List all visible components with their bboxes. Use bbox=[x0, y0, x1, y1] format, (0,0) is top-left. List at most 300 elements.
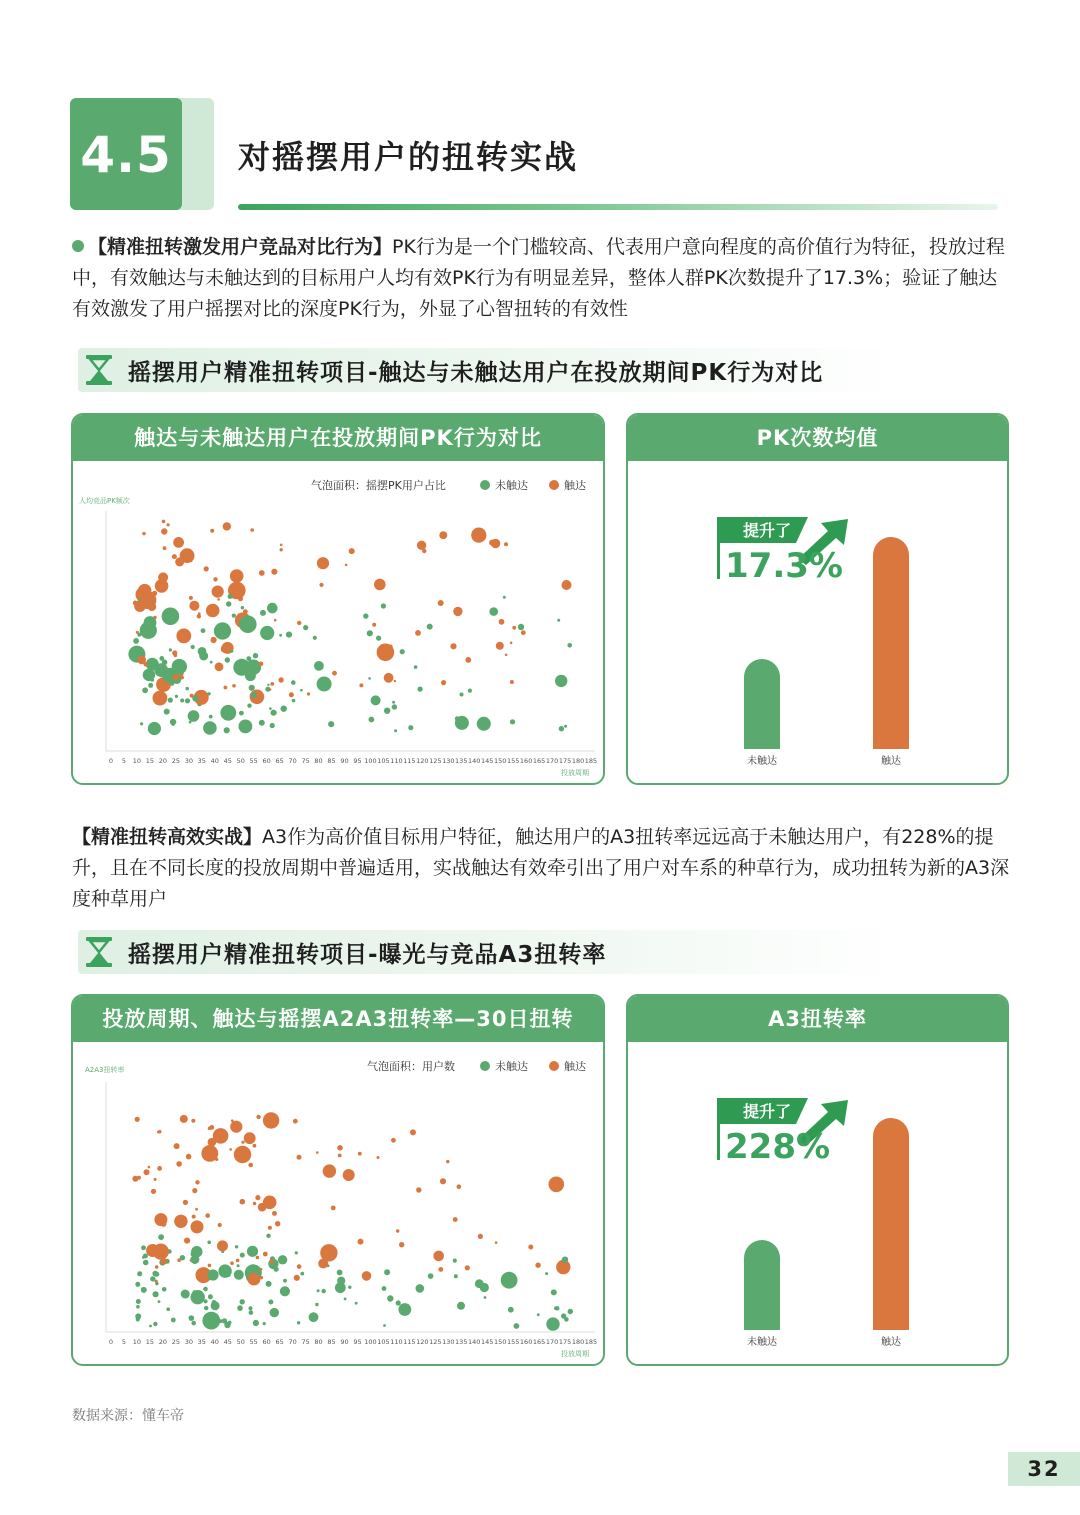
bubble-touched bbox=[148, 1166, 151, 1169]
bubble-untouched bbox=[226, 601, 231, 606]
bubble-untouched bbox=[394, 729, 397, 732]
bubble-touched bbox=[173, 537, 184, 548]
bubble-untouched bbox=[384, 708, 390, 714]
bubble-untouched bbox=[162, 660, 168, 666]
x-tick-label: 170 bbox=[545, 757, 559, 765]
bubble-touched bbox=[297, 1155, 302, 1160]
bubble-touched bbox=[465, 1265, 470, 1270]
bubble-untouched bbox=[387, 1295, 393, 1301]
bubble-touched bbox=[153, 691, 168, 706]
bubble-untouched bbox=[162, 1287, 167, 1292]
bubble-untouched bbox=[546, 1317, 559, 1330]
legend-dot-untouched bbox=[480, 480, 490, 490]
x-tick-label: 135 bbox=[455, 757, 468, 765]
section-underline bbox=[238, 204, 998, 210]
bubble-touched bbox=[377, 1156, 380, 1159]
x-tick-label: 85 bbox=[327, 757, 336, 765]
bubble-touched bbox=[439, 531, 447, 539]
bubble-untouched bbox=[207, 692, 210, 695]
bubble-untouched bbox=[348, 1286, 351, 1289]
x-tick-label: 125 bbox=[429, 1338, 442, 1346]
bubble-untouched bbox=[468, 689, 472, 693]
bubble-untouched bbox=[292, 699, 296, 703]
bubble-touched bbox=[213, 1128, 229, 1144]
bubble-untouched bbox=[168, 698, 173, 703]
bubble-untouched bbox=[537, 1313, 540, 1316]
bubble-untouched bbox=[171, 1318, 176, 1323]
subsection-title: 摇摆用户精准扭转项目-触达与未触达用户在投放期间PK行为对比 bbox=[128, 360, 824, 386]
x-tick-label: 150 bbox=[493, 757, 507, 765]
bubble-untouched bbox=[136, 1299, 141, 1304]
bubble-untouched bbox=[232, 614, 236, 618]
bubble-untouched bbox=[148, 683, 153, 688]
bubbles bbox=[128, 520, 572, 736]
bubble-untouched bbox=[317, 1289, 320, 1292]
data-source: 数据来源：懂车帝 bbox=[72, 1408, 184, 1424]
bubble-touched bbox=[154, 1178, 157, 1181]
bubble-touched bbox=[244, 1132, 256, 1144]
bubble-touched bbox=[205, 1213, 210, 1218]
a3-bar-chart bbox=[628, 1042, 1007, 1364]
bubble-touched bbox=[174, 1215, 187, 1228]
bar-untouched-base bbox=[744, 731, 780, 749]
bubble-touched bbox=[499, 619, 505, 625]
bubble-touched bbox=[280, 548, 283, 551]
bubble-touched bbox=[446, 1160, 449, 1163]
bubble-touched bbox=[191, 1119, 195, 1123]
bubble-touched bbox=[271, 569, 277, 575]
bubble-untouched bbox=[322, 1289, 326, 1293]
pk-scatter-chart bbox=[73, 461, 603, 783]
bubble-untouched bbox=[137, 1271, 142, 1276]
bubble-untouched bbox=[392, 701, 395, 704]
bubble-touched bbox=[137, 656, 146, 665]
bubble-untouched bbox=[460, 693, 464, 697]
bar-touched-base bbox=[873, 1312, 909, 1330]
bubble-touched bbox=[157, 1166, 162, 1171]
bubble-touched bbox=[211, 637, 217, 643]
x-tick-label: 90 bbox=[340, 757, 349, 765]
bubble-touched bbox=[440, 1178, 446, 1184]
bubble-touched bbox=[297, 621, 301, 625]
bubble-touched bbox=[217, 1240, 228, 1251]
bubble-untouched bbox=[233, 659, 250, 676]
bubble-untouched bbox=[501, 1272, 518, 1289]
bubble-untouched bbox=[335, 1282, 346, 1293]
x-tick-label: 80 bbox=[314, 1338, 323, 1346]
bubble-untouched bbox=[239, 711, 244, 716]
bubble-touched bbox=[478, 1234, 483, 1239]
bubble-touched bbox=[362, 1271, 372, 1281]
bubble-touched bbox=[138, 584, 151, 597]
x-tick-label: 35 bbox=[197, 757, 206, 765]
subsection-header-a3 bbox=[78, 930, 898, 974]
bubble-touched bbox=[297, 1264, 302, 1269]
bubble-touched bbox=[142, 532, 145, 535]
rise-bracket bbox=[717, 543, 720, 579]
bar-label-touched: 触达 bbox=[881, 756, 901, 767]
bubble-touched bbox=[224, 686, 228, 690]
bubble-untouched bbox=[453, 1259, 457, 1263]
x-tick-label: 90 bbox=[340, 1338, 349, 1346]
bubble-touched bbox=[465, 657, 471, 663]
bubble-touched bbox=[236, 1259, 240, 1263]
bubble-untouched bbox=[260, 626, 274, 640]
bubble-touched bbox=[269, 1259, 273, 1263]
bubble-untouched bbox=[207, 1269, 218, 1280]
size-legend-text: 气泡面积：摇摆PK用户占比 bbox=[311, 479, 446, 492]
bubble-touched bbox=[197, 691, 201, 695]
bubble-untouched bbox=[455, 716, 459, 720]
bubble-touched bbox=[441, 680, 446, 685]
bubble-untouched bbox=[172, 723, 175, 726]
bubble-touched bbox=[183, 1200, 188, 1205]
bar-label-touched: 触达 bbox=[881, 1337, 901, 1348]
x-axis-label: 投放周期 bbox=[561, 769, 589, 777]
bubble-untouched bbox=[143, 669, 155, 681]
x-tick-label: 30 bbox=[184, 1338, 193, 1346]
hourglass-icon bbox=[84, 936, 114, 968]
x-tick-label: 170 bbox=[545, 1338, 559, 1346]
bubble-touched bbox=[184, 1238, 190, 1244]
x-tick-label: 80 bbox=[314, 757, 323, 765]
paragraph-a3-conversion bbox=[72, 822, 1012, 915]
bubble-untouched bbox=[224, 727, 230, 733]
bubble-untouched bbox=[135, 1282, 140, 1287]
bubble-untouched bbox=[230, 650, 233, 653]
bubble-untouched bbox=[266, 1281, 272, 1287]
panel-pk-scatter bbox=[71, 413, 605, 785]
a3-scatter-chart bbox=[73, 1042, 603, 1364]
bubble-touched bbox=[275, 1221, 280, 1226]
bubble-untouched bbox=[192, 695, 198, 701]
legend-label-untouched: 未触达 bbox=[495, 479, 528, 492]
panel-title: PK次数均值 bbox=[628, 415, 1007, 461]
bubble-untouched bbox=[204, 1299, 208, 1303]
bubble-untouched bbox=[297, 1321, 300, 1324]
bubble-untouched bbox=[371, 695, 381, 705]
bubble-untouched bbox=[267, 603, 278, 614]
bubble-untouched bbox=[381, 603, 386, 608]
x-tick-label: 120 bbox=[416, 757, 429, 765]
bubble-touched bbox=[294, 1275, 300, 1281]
bubble-untouched bbox=[234, 1270, 244, 1280]
bubble-untouched bbox=[141, 1287, 147, 1293]
bubble-untouched bbox=[555, 675, 567, 687]
bubble-touched bbox=[320, 1244, 337, 1261]
x-tick-label: 135 bbox=[455, 1338, 468, 1346]
legend-dot-touched bbox=[549, 1061, 559, 1071]
bubble-touched bbox=[317, 557, 329, 569]
bubble-touched bbox=[199, 1274, 207, 1282]
bubble-untouched bbox=[489, 607, 498, 616]
bubble-untouched bbox=[400, 649, 405, 654]
bubble-touched bbox=[210, 529, 214, 533]
x-axis-label: 投放周期 bbox=[561, 1350, 589, 1358]
bubble-touched bbox=[192, 1215, 196, 1219]
bubble-untouched bbox=[239, 615, 257, 633]
bubble-untouched bbox=[169, 648, 172, 651]
bubble-touched bbox=[231, 1119, 234, 1122]
x-tick-labels bbox=[109, 757, 597, 765]
bubble-touched bbox=[332, 671, 337, 676]
bubble-untouched bbox=[136, 1317, 140, 1321]
bubble-untouched bbox=[567, 643, 572, 648]
bubble-touched bbox=[268, 1226, 272, 1230]
x-tick-label: 130 bbox=[442, 757, 455, 765]
bubble-touched bbox=[396, 1229, 399, 1232]
bubble-touched bbox=[269, 688, 272, 691]
bubble-touched bbox=[274, 619, 277, 622]
bubble-touched bbox=[259, 570, 265, 576]
bubble-touched bbox=[152, 591, 157, 596]
bubble-touched bbox=[549, 1177, 565, 1193]
bubble-touched bbox=[255, 1195, 260, 1200]
bubble-touched bbox=[349, 548, 355, 554]
x-tick-label: 140 bbox=[468, 757, 481, 765]
bubble-untouched bbox=[376, 636, 381, 641]
hourglass-icon bbox=[84, 354, 114, 386]
x-tick-label: 40 bbox=[210, 757, 219, 765]
bubble-untouched bbox=[503, 596, 506, 599]
bubble-untouched bbox=[251, 692, 257, 698]
bubble-touched bbox=[176, 629, 191, 644]
bubble-untouched bbox=[203, 1287, 208, 1292]
subsection-header-pk bbox=[78, 348, 898, 392]
bubble-untouched bbox=[344, 1298, 347, 1301]
rise-label: 提升了 bbox=[743, 1102, 792, 1121]
bubble-touched bbox=[132, 1176, 138, 1182]
bar-touched bbox=[873, 537, 909, 749]
x-tick-label: 45 bbox=[223, 1338, 232, 1346]
bubble-touched bbox=[358, 1239, 364, 1245]
bubble-touched bbox=[161, 528, 167, 534]
x-tick-label: 165 bbox=[532, 757, 546, 765]
bubble-untouched bbox=[154, 1272, 159, 1277]
x-tick-label: 180 bbox=[571, 1338, 585, 1346]
x-tick-label: 160 bbox=[519, 757, 533, 765]
bubble-untouched bbox=[214, 622, 231, 639]
section-number: 4.5 bbox=[80, 126, 172, 184]
bubble-untouched bbox=[164, 709, 170, 715]
bubble-untouched bbox=[166, 1307, 170, 1311]
bubble-untouched bbox=[192, 1290, 196, 1294]
x-tick-label: 60 bbox=[262, 1338, 271, 1346]
bubble-touched bbox=[230, 1261, 234, 1265]
subsection-title: 摇摆用户精准扭转项目-曝光与竞品A3扭转率 bbox=[128, 942, 607, 968]
bubble-untouched bbox=[280, 1286, 290, 1296]
bubble-untouched bbox=[392, 704, 397, 709]
bubble-untouched bbox=[237, 1305, 243, 1311]
bubbles bbox=[132, 1112, 573, 1331]
panel-title: 投放周期、触达与摇摆A2A3扭转率—30日扭转 bbox=[73, 996, 603, 1042]
bubble-touched bbox=[172, 554, 177, 559]
bubble-touched bbox=[512, 626, 516, 630]
x-tick-label: 105 bbox=[377, 1338, 390, 1346]
bubble-touched bbox=[505, 654, 508, 657]
bubble-touched bbox=[204, 566, 209, 571]
bubble-touched bbox=[377, 644, 395, 662]
bubble-untouched bbox=[484, 1296, 487, 1299]
bubble-touched bbox=[270, 682, 274, 686]
bubble-untouched bbox=[249, 685, 255, 691]
bubble-untouched bbox=[185, 698, 190, 703]
size-legend-text: 气泡面积：用户数 bbox=[367, 1060, 455, 1073]
bubble-touched bbox=[151, 1189, 156, 1194]
bubble-touched bbox=[438, 1267, 443, 1272]
bubble-touched bbox=[247, 1274, 258, 1285]
bubble-touched bbox=[250, 528, 254, 532]
bubble-untouched bbox=[271, 710, 277, 716]
bubble-untouched bbox=[220, 705, 236, 721]
legend-dot-touched bbox=[549, 480, 559, 490]
bubble-untouched bbox=[142, 1256, 145, 1259]
bubble-touched bbox=[496, 642, 504, 650]
bubble-untouched bbox=[190, 1255, 199, 1264]
bubble-untouched bbox=[228, 1321, 232, 1325]
bubble-touched bbox=[433, 1251, 444, 1262]
x-tick-label: 70 bbox=[288, 1338, 297, 1346]
bubble-untouched bbox=[508, 1307, 514, 1313]
x-tick-label: 110 bbox=[390, 757, 403, 765]
x-tick-label: 35 bbox=[197, 1338, 206, 1346]
bubble-untouched bbox=[133, 638, 139, 644]
x-tick-label: 40 bbox=[210, 1338, 219, 1346]
legend-label-touched: 触达 bbox=[564, 1060, 586, 1073]
bubble-touched bbox=[201, 1145, 218, 1162]
x-tick-label: 185 bbox=[584, 757, 598, 765]
bubble-touched bbox=[206, 604, 220, 618]
bubble-touched bbox=[173, 674, 179, 680]
bubble-touched bbox=[136, 631, 139, 634]
bubble-untouched bbox=[143, 1260, 149, 1266]
bubble-untouched bbox=[295, 1251, 298, 1254]
x-tick-label: 175 bbox=[558, 757, 572, 765]
bar-label-untouched: 未触达 bbox=[747, 756, 777, 767]
bubble-untouched bbox=[510, 719, 515, 724]
bubble-touched bbox=[528, 1245, 533, 1250]
bubble-touched bbox=[135, 1117, 140, 1122]
bubble-touched bbox=[161, 1221, 167, 1227]
bubble-touched bbox=[293, 1119, 298, 1124]
bubble-touched bbox=[229, 1148, 232, 1151]
bubble-touched bbox=[215, 662, 224, 671]
bubble-touched bbox=[155, 579, 169, 593]
bubble-touched bbox=[162, 520, 166, 524]
bubble-untouched bbox=[208, 1294, 213, 1299]
bubble-untouched bbox=[247, 704, 251, 708]
bubble-untouched bbox=[368, 677, 371, 680]
x-tick-label: 20 bbox=[158, 1338, 168, 1346]
bubble-touched bbox=[172, 650, 177, 655]
bubble-untouched bbox=[175, 695, 178, 698]
paragraph-lead: 【精准扭转激发用户竞品对比行为】 bbox=[88, 236, 393, 258]
x-tick-label: 145 bbox=[481, 757, 494, 765]
bubble-touched bbox=[176, 1161, 182, 1167]
bubble-untouched bbox=[142, 687, 148, 693]
bubble-touched bbox=[163, 546, 167, 550]
bubble-touched bbox=[319, 583, 323, 587]
bubble-untouched bbox=[165, 612, 171, 618]
bubble-touched bbox=[197, 614, 201, 618]
bubble-untouched bbox=[568, 1309, 573, 1314]
bubble-touched bbox=[200, 691, 205, 696]
panel-title: 触达与未触达用户在投放期间PK行为对比 bbox=[73, 415, 603, 461]
x-tick-label: 55 bbox=[249, 757, 258, 765]
bubble-touched bbox=[358, 1152, 362, 1156]
bubble-untouched bbox=[313, 636, 317, 640]
x-tick-label: 60 bbox=[262, 757, 271, 765]
x-tick-label: 165 bbox=[532, 1338, 546, 1346]
y-axis-label: A2A3扭转率 bbox=[85, 1066, 125, 1074]
paragraph-body: PK行为是一个门槛较高、代表用户意向程度的高价值行为特征，投放过程中，有效触达与未触达到的目标用户人均有效PK行为有明显差异，整体人群PK次数提升了17.3%；验证了触达有效激发了用户摇摆对比的深度PK行为，外显了心智扭转的有效性 bbox=[72, 236, 1005, 320]
bubble-touched bbox=[394, 680, 396, 682]
x-tick-label: 15 bbox=[145, 757, 155, 765]
bubble-untouched bbox=[203, 721, 217, 735]
panel-title: A3扭转率 bbox=[628, 996, 1007, 1042]
bubble-touched bbox=[234, 1146, 251, 1163]
section-badge bbox=[70, 98, 182, 210]
x-tick-label: 75 bbox=[301, 1338, 310, 1346]
bubble-untouched bbox=[309, 1312, 319, 1322]
bubble-touched bbox=[495, 1241, 498, 1244]
x-tick-label: 155 bbox=[506, 1338, 520, 1346]
x-tick-label: 155 bbox=[506, 757, 520, 765]
bubble-touched bbox=[240, 1199, 246, 1205]
x-tick-label: 45 bbox=[223, 757, 232, 765]
bubble-untouched bbox=[259, 720, 265, 726]
bubble-untouched bbox=[355, 1302, 358, 1305]
bubble-untouched bbox=[551, 1289, 557, 1295]
bubble-untouched bbox=[149, 1325, 152, 1328]
bubble-untouched bbox=[185, 1295, 188, 1298]
x-tick-label: 50 bbox=[236, 1338, 245, 1346]
bubble-touched bbox=[372, 623, 376, 627]
bubble-touched bbox=[263, 1252, 268, 1257]
bubble-touched bbox=[345, 564, 348, 567]
bubble-untouched bbox=[300, 689, 303, 692]
bubble-untouched bbox=[270, 1308, 279, 1317]
bubble-touched bbox=[359, 683, 363, 687]
x-tick-label: 5 bbox=[121, 1338, 127, 1346]
bubble-untouched bbox=[153, 1291, 159, 1297]
bubble-untouched bbox=[559, 726, 564, 731]
bubble-untouched bbox=[418, 687, 423, 692]
bubble-touched bbox=[218, 1223, 222, 1227]
legend-dot-untouched bbox=[480, 1061, 490, 1071]
bubble-touched bbox=[192, 1188, 197, 1193]
bubble-touched bbox=[260, 1268, 263, 1271]
bubble-untouched bbox=[315, 1303, 318, 1306]
bubble-untouched bbox=[247, 1246, 258, 1257]
bubble-untouched bbox=[140, 622, 157, 639]
bubble-untouched bbox=[201, 628, 206, 633]
bubble-untouched bbox=[241, 606, 244, 609]
bubble-touched bbox=[415, 630, 421, 636]
bubble-untouched bbox=[554, 1306, 558, 1310]
bubble-touched bbox=[453, 1217, 458, 1222]
x-tick-label: 10 bbox=[132, 757, 142, 765]
section-title: 对摇摆用户的扭转实战 bbox=[238, 138, 579, 176]
bubble-touched bbox=[256, 1256, 260, 1260]
x-tick-label: 75 bbox=[301, 757, 310, 765]
bubble-touched bbox=[161, 1258, 167, 1264]
bubble-touched bbox=[422, 549, 426, 553]
bubble-untouched bbox=[383, 1324, 386, 1327]
rise-value: 228% bbox=[725, 1127, 831, 1167]
x-tick-label: 10 bbox=[132, 1338, 142, 1346]
bar-touched bbox=[873, 1118, 909, 1330]
